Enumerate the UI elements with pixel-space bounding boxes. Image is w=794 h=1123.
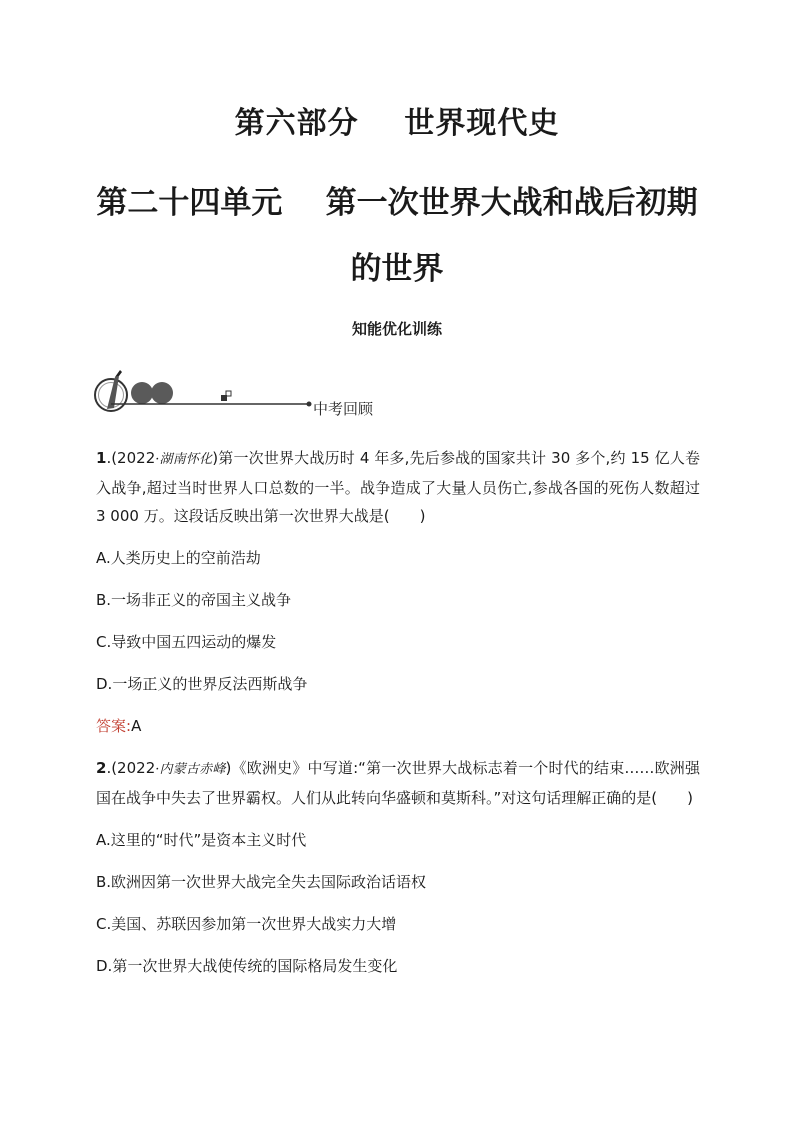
answer-value: A: [131, 717, 142, 735]
brush-icon: [95, 370, 127, 411]
question-year: .(2022: [106, 759, 156, 777]
option-b: B.一场非正义的帝国主义战争: [96, 591, 292, 609]
option-d: D.一场正义的世界反法西斯战争: [96, 675, 308, 693]
question: [96, 444, 700, 740]
unit-title: 第二十四单元 第一次世界大战和战后初期的世界: [96, 185, 698, 287]
question: [96, 754, 700, 980]
banner-label: 中考回顾: [313, 400, 374, 418]
question-source: ·湖南怀化: [155, 452, 213, 467]
line-end-dot: [307, 402, 312, 407]
question-number: 1: [96, 449, 107, 467]
question-text: )第一次世界大战历时 4 年多,先后参战的国家共计 30 多个,约 15 亿人卷入战争,超过当时世界人口总数的一半。战争造成了大量人员伤亡,参战各国的死伤人数超过 3 000 万。这段话反映出第一次世界大战是( ): [96, 449, 701, 525]
option-a: A.这里的“时代”是资本主义时代: [96, 831, 307, 849]
answer: [96, 712, 700, 740]
option-b: B.欧洲因第一次世界大战完全失去国际政治话语权: [96, 873, 427, 891]
answer-label: 答案:: [96, 717, 132, 735]
dot-icon: [151, 382, 173, 404]
option-d: D.第一次世界大战使传统的国际格局发生变化: [96, 957, 398, 975]
question-source: ·内蒙古赤峰: [155, 762, 226, 777]
question-number: 2: [96, 759, 107, 777]
part-title: 第六部分 世界现代史: [234, 106, 560, 141]
question-stem: [96, 444, 700, 530]
question-list: [96, 444, 700, 994]
option-a: A.人类历史上的空前浩劫: [96, 549, 261, 567]
question-year: .(2022: [106, 449, 156, 467]
option-c: C.美国、苏联因参加第一次世界大战实力大增: [96, 915, 397, 933]
option-c: C.导致中国五四运动的爆发: [96, 633, 277, 651]
question-stem: [96, 754, 700, 812]
section-title: 知能优化训练: [351, 320, 442, 338]
dot-icon: [131, 382, 153, 404]
question-text: )《欧洲史》中写道:“第一次世界大战标志着一个时代的结束……欧洲强国在战争中失去了世界霸权。人们从此转向华盛顿和莫斯科。”对这句话理解正确的是( ): [96, 759, 700, 807]
